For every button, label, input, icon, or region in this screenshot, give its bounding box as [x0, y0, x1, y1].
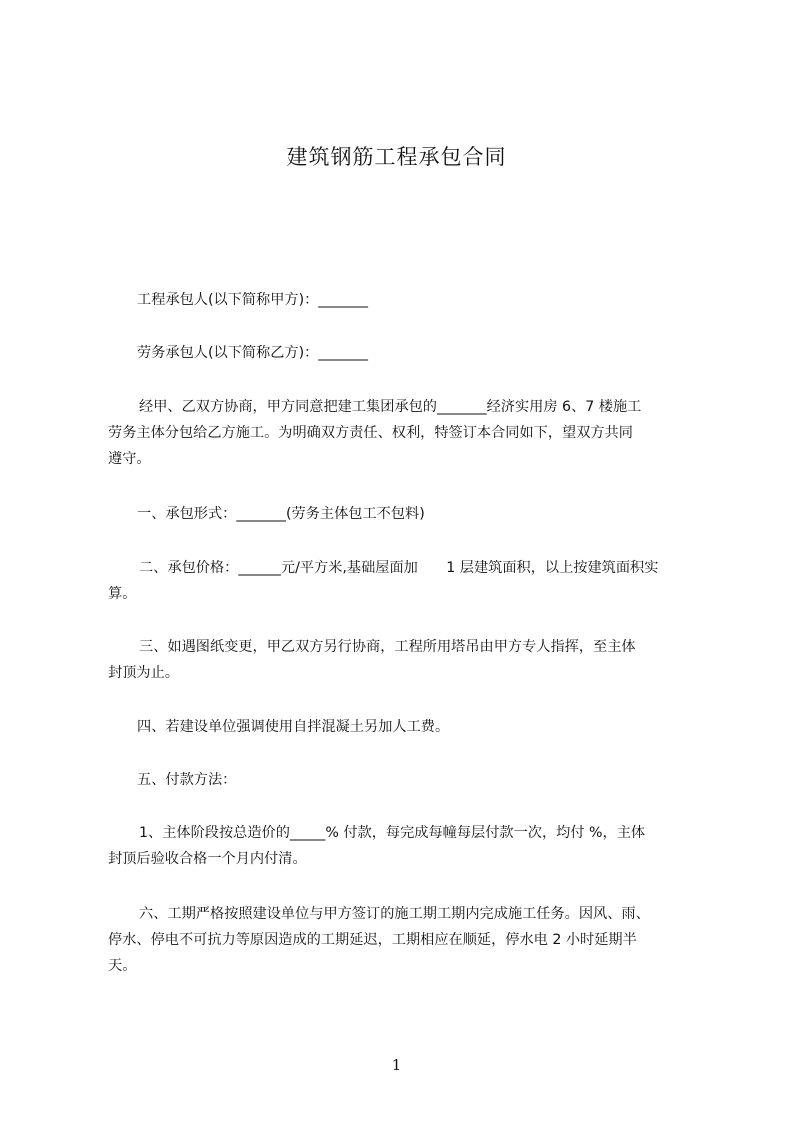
clause-5-payment-method: [137, 767, 236, 793]
paragraph-line: 三、如遇图纸变更，甲乙双方另行协商，工程所用塔吊由甲方专人指挥，至主体: [139, 639, 636, 655]
paragraph-contractor: [137, 287, 368, 313]
paragraph-line: 一、承包形式：_______(劳务主体包工不包料): [137, 506, 425, 522]
paragraph-line: 二、承包价格：______元/平方米,基础屋面加 1 层建筑面积，以上按建筑面积实: [139, 560, 659, 576]
paragraph-line: 劳务主体分包给乙方施工。为明确双方责任、权利，特签订本合同如下，望双方共同: [108, 425, 633, 441]
paragraph-line: 五、付款方法：: [137, 772, 237, 788]
clause-1-contract-form: [137, 501, 425, 527]
contract-title: 建筑钢筋工程承包合同: [286, 145, 507, 169]
clause-2-contract-price: [108, 555, 658, 607]
paragraph-line: 工程承包人(以下简称甲方)：_______: [137, 292, 368, 308]
paragraph-line: 劳务承包人(以下简称乙方)：_______: [137, 345, 368, 361]
clause-3-drawing-changes: [108, 634, 636, 686]
paragraph-line: 六、工期严格按照建设单位与甲方签订的施工期工期内完成施工任务。因风、雨、: [139, 906, 650, 922]
paragraph-line: 算。: [108, 586, 137, 602]
paragraph-line: 经甲、乙双方协商，甲方同意把建工集团承包的_______经济实用房 6、7 楼施工: [139, 399, 642, 415]
paragraph-line: 停水、停电不可抗力等原因造成的工期延迟，工期相应在顺延，停水电 2 小时延期半: [108, 932, 637, 948]
clause-6-construction-period: [108, 901, 650, 979]
paragraph-line: 封顶后验收合格一个月内付清。: [108, 851, 307, 867]
paragraph-line: 天。: [108, 958, 137, 974]
paragraph-line: 封顶为止。: [108, 665, 179, 681]
paragraph-agreement: [108, 394, 641, 472]
clause-4-concrete-labor: [137, 714, 449, 740]
page-number: 1: [391, 1056, 402, 1074]
paragraph-line: 1、主体阶段按总造价的_____% 付款，每完成每幢每层付款一次，均付 %，主体: [139, 825, 646, 841]
paragraph-line: 遵守。: [108, 451, 151, 467]
clause-5-1-payment-terms: [108, 820, 645, 872]
paragraph-line: 四、若建设单位强调使用自拌混凝土另加人工费。: [137, 719, 450, 735]
paragraph-labor-contractor: [137, 340, 368, 366]
